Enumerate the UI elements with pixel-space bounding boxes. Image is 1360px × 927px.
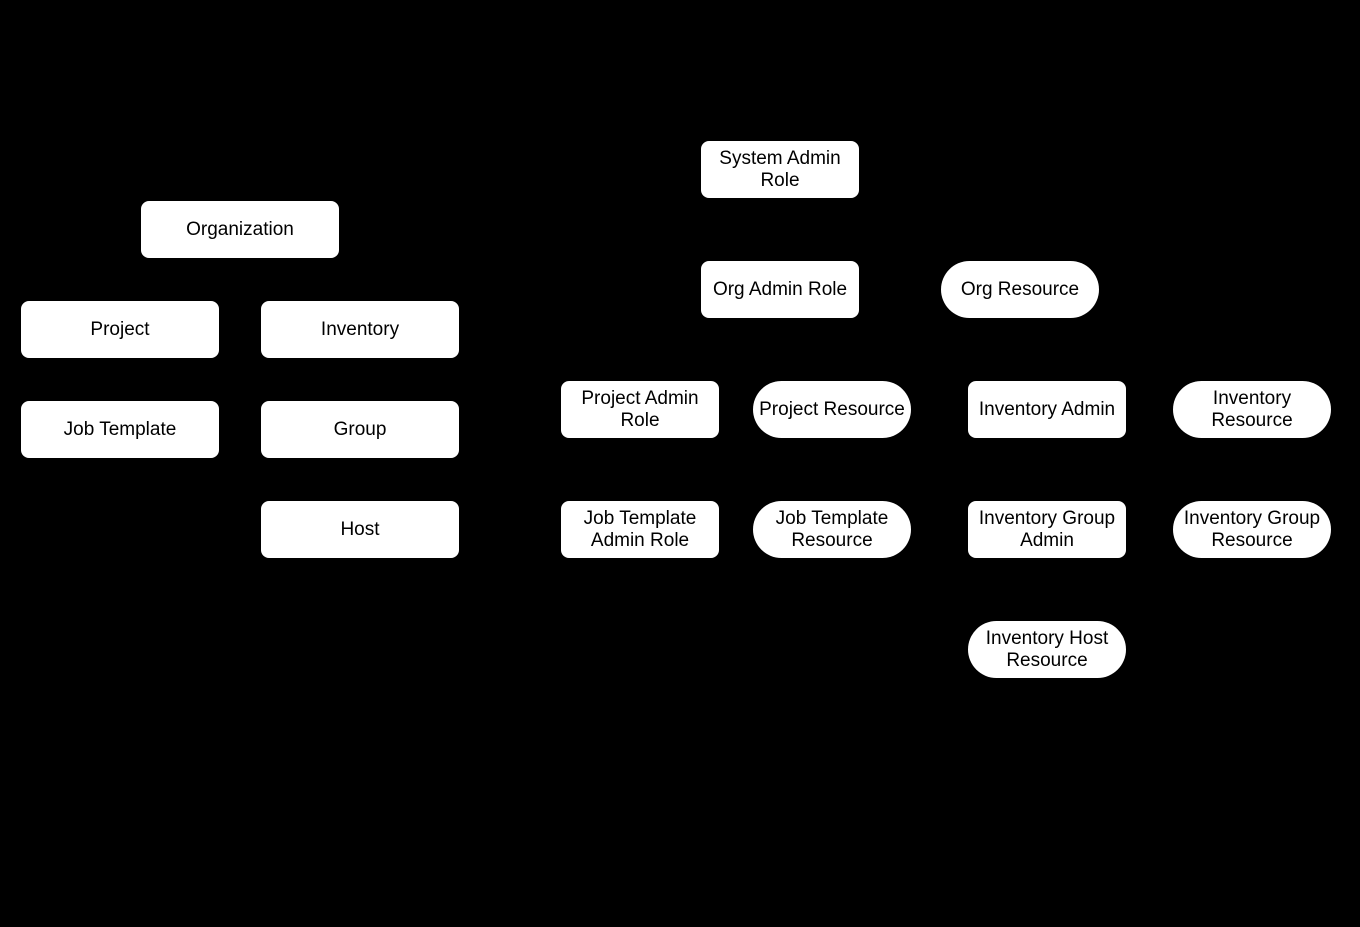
node-label: System Admin Role — [719, 147, 841, 191]
node-host — [261, 501, 459, 558]
node-project-resource — [753, 381, 911, 438]
node-job-template — [21, 401, 219, 458]
node-system-admin-role — [701, 141, 859, 198]
node-label: Inventory Group Admin — [978, 507, 1116, 551]
node-label: Job Template — [63, 418, 177, 440]
node-label: Inventory Resource — [1211, 387, 1293, 431]
node-project — [21, 301, 219, 358]
node-label: Group — [333, 418, 387, 440]
node-inventory-resource — [1173, 381, 1331, 438]
node-organization — [141, 201, 339, 258]
node-job-template-resource — [753, 501, 911, 558]
node-label: Org Resource — [960, 278, 1080, 300]
node-label: Inventory Group Resource — [1183, 507, 1321, 551]
node-label: Inventory — [320, 318, 400, 340]
node-org-resource — [941, 261, 1099, 318]
node-org-admin-role — [701, 261, 859, 318]
node-group — [261, 401, 459, 458]
node-label: Project Resource — [759, 398, 905, 420]
node-label: Job Template Admin Role — [583, 507, 697, 551]
node-inventory-group-resource — [1173, 501, 1331, 558]
node-label: Project — [90, 318, 150, 340]
node-job-template-admin-role — [561, 501, 719, 558]
node-inventory — [261, 301, 459, 358]
node-label: Organization — [186, 218, 294, 240]
node-inventory-group-admin — [968, 501, 1126, 558]
node-label: Project Admin Role — [581, 387, 699, 431]
node-label: Host — [340, 518, 380, 540]
node-project-admin-role — [561, 381, 719, 438]
node-inventory-host-resource — [968, 621, 1126, 678]
node-inventory-admin — [968, 381, 1126, 438]
node-label: Org Admin Role — [712, 278, 848, 300]
node-label: Inventory Host Resource — [985, 627, 1109, 671]
node-label: Inventory Admin — [978, 398, 1116, 420]
node-label: Job Template Resource — [775, 507, 889, 551]
